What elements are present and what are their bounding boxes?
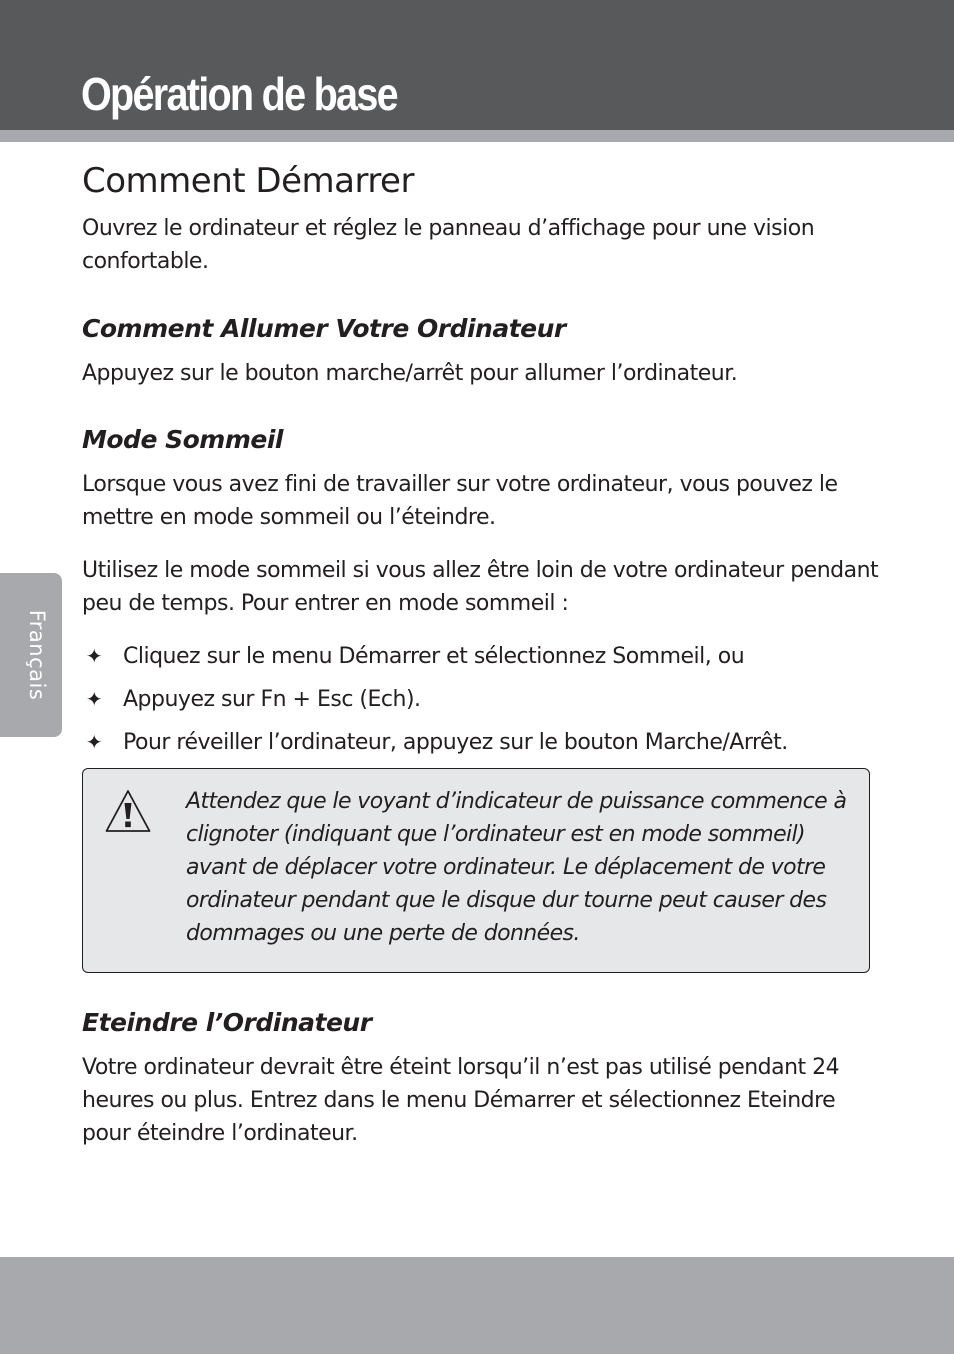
- sleep-text-1: Lorsque vous avez fini de travailler sur votre ordinateur, vous pouvez le mettre en mode sommeil ou l’éteindre.: [82, 472, 838, 530]
- page-title: Opération de base: [81, 68, 397, 120]
- star-bullet-icon: ✦: [85, 644, 103, 668]
- list-item: [82, 726, 882, 769]
- language-tab-label: Français: [25, 609, 49, 701]
- sleep-heading: Mode Sommeil: [82, 425, 283, 454]
- star-bullet-icon: ✦: [85, 730, 103, 754]
- warning-note-box: [82, 768, 870, 973]
- bullet-text: Appuyez sur Fn + Esc (Ech).: [123, 687, 421, 712]
- list-item: [82, 683, 882, 726]
- star-bullet-icon: ✦: [85, 687, 103, 711]
- shutdown-text: Votre ordinateur devrait être éteint lorsqu’il n’est pas utilisé pendant 24 heures ou plus. Entrez dans le menu Démarrer et sélectionnez Eteindre pour éteindre l’ordinateur.: [82, 1055, 840, 1146]
- footer-band: [0, 1257, 954, 1354]
- power-on-heading: Comment Allumer Votre Ordinateur: [82, 314, 566, 343]
- shutdown-heading: Eteindre l’Ordinateur: [82, 1008, 372, 1037]
- sleep-text-2: Utilisez le mode sommeil si vous allez être loin de votre ordinateur pendant peu de temps. Pour entrer en mode sommeil :: [82, 558, 879, 616]
- sleep-bullet-list: [82, 640, 882, 769]
- header-stripe: [0, 130, 954, 142]
- section-title: Comment Démarrer: [82, 161, 414, 201]
- bullet-text: Pour réveiller l’ordinateur, appuyez sur le bouton Marche/Arrêt.: [123, 730, 788, 755]
- power-on-text: Appuyez sur le bouton marche/arrêt pour allumer l’ordinateur.: [82, 361, 738, 386]
- bullet-text: Cliquez sur le menu Démarrer et sélectionnez Sommeil, ou: [123, 644, 745, 669]
- warning-text: Attendez que le voyant d’indicateur de puissance commence à clignoter (indiquant que l’ordinateur est en mode sommeil) avant de déplacer votre ordinateur. Le déplacement de votre ordinateur pendant que le disque dur tourne peut causer des dommages ou une perte de données.: [186, 789, 847, 946]
- list-item: [82, 640, 882, 683]
- warning-triangle-icon: [104, 788, 152, 834]
- section-intro: Ouvrez le ordinateur et réglez le panneau d’affichage pour une vision confortable.: [82, 216, 815, 274]
